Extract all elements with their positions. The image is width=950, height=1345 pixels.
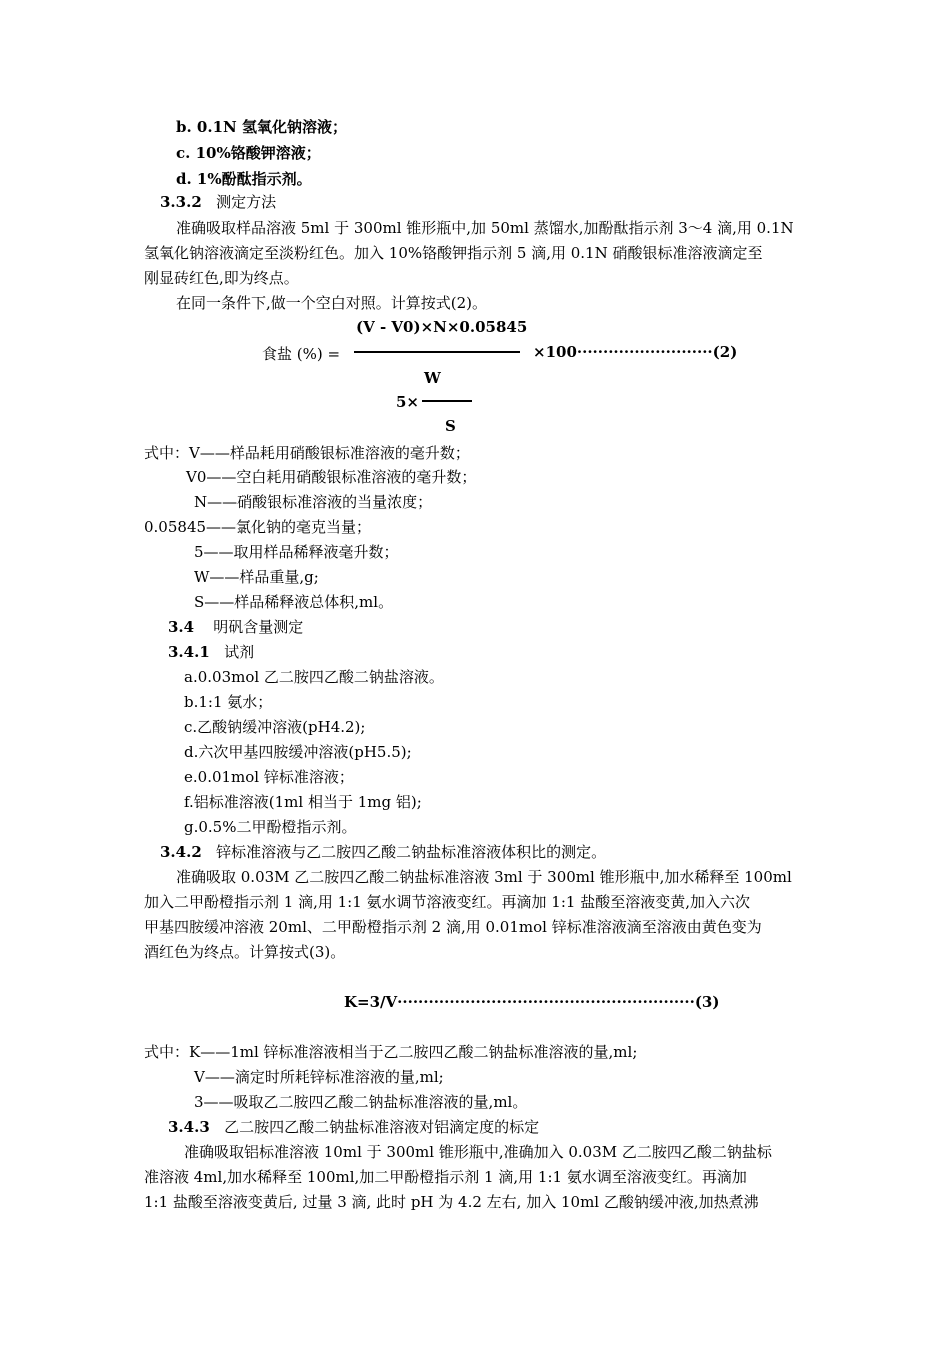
section-heading-3-4-3 xyxy=(168,1117,539,1137)
section-heading-3-3-2 xyxy=(160,192,276,212)
definition-line: V0——空白耗用硝酸银标准溶液的毫升数； xyxy=(186,468,477,486)
reagent-item: d. 1%酚酞指示剂。 xyxy=(176,170,312,188)
formula-2-numerator: (V - V0)×N×0.05845 xyxy=(356,318,528,336)
reagent-item: b. 0.1N 氢氧化钠溶液； xyxy=(176,118,347,136)
formula-2-rhs: ×100··························(2) xyxy=(533,343,738,361)
formula-2-inner-numerator: W xyxy=(424,369,441,387)
reagent-item: b.1:1 氨水； xyxy=(184,693,273,711)
section-heading-3-4 xyxy=(168,617,303,637)
section-number: 3.4.3 xyxy=(168,1118,210,1136)
formula-2-inner-denominator: S xyxy=(445,417,456,435)
fraction-bar xyxy=(354,351,520,353)
reagent-item: f.铝标准溶液(1ml 相当于 1mg 铝); xyxy=(184,793,422,811)
section-title: 乙二胺四乙酸二钠盐标准溶液对铝滴定度的标定 xyxy=(224,1118,540,1136)
definition-line: 5——取用样品稀释液毫升数； xyxy=(194,543,399,561)
fraction-bar xyxy=(422,400,472,402)
section-heading-3-4-1 xyxy=(168,642,254,662)
paragraph-line: 在同一条件下,做一个空白对照。计算按式(2)。 xyxy=(176,294,488,312)
paragraph-line: 氢氧化钠溶液滴定至淡粉红色。加入 10%铬酸钾指示剂 5 滴,用 0.1N 硝酸银标准溶液滴定至 xyxy=(144,244,763,262)
definition-line: W——样品重量,g; xyxy=(194,568,319,586)
formula-2-five: 5× xyxy=(396,393,420,411)
paragraph-line: 加入二甲酚橙指示剂 1 滴,用 1:1 氨水调节溶液变红。再滴加 1:1 盐酸至溶液变黄,加入六次 xyxy=(144,893,750,911)
reagent-item: g.0.5%二甲酚橙指示剂。 xyxy=(184,818,357,836)
definition-line: N——硝酸银标准溶液的当量浓度； xyxy=(194,493,433,511)
paragraph-line: 甲基四胺缓冲溶液 20ml、二甲酚橙指示剂 2 滴,用 0.01mol 锌标准溶液滴至溶液由黄色变为 xyxy=(144,918,762,936)
paragraph-line: 准溶液 4ml,加水稀释至 100ml,加二甲酚橙指示剂 1 滴,用 1:1 氨水调至溶液变红。再滴加 xyxy=(144,1168,747,1186)
paragraph-line: 准确吸取铝标准溶液 10ml 于 300ml 锥形瓶中,准确加入 0.03M 乙二胺四乙酸二钠盐标 xyxy=(184,1143,772,1161)
paragraph-line: 1:1 盐酸至溶液变黄后, 过量 3 滴, 此时 pH 为 4.2 左右, 加入 10ml 乙酸钠缓冲液,加热煮沸 xyxy=(144,1193,759,1211)
section-title: 测定方法 xyxy=(216,193,277,211)
definition-line: 式中：V——样品耗用硝酸银标准溶液的毫升数； xyxy=(144,444,470,462)
section-title: 试剂 xyxy=(224,643,255,661)
formula-3: K=3/V·························································(3) xyxy=(344,993,720,1011)
section-number: 3.4.1 xyxy=(168,643,210,661)
paragraph-line: 酒红色为终点。计算按式(3)。 xyxy=(144,943,346,961)
section-number: 3.4 xyxy=(168,618,195,636)
paragraph-line: 刚显砖红色,即为终点。 xyxy=(144,269,299,287)
formula-2-lhs: 食盐 (%) = xyxy=(262,345,341,363)
section-heading-3-4-2 xyxy=(160,842,606,862)
section-number: 3.3.2 xyxy=(160,193,202,211)
reagent-item: c. 10%铬酸钾溶液； xyxy=(176,144,321,162)
definition-line: 0.05845——氯化钠的毫克当量； xyxy=(144,518,372,536)
paragraph-line: 准确吸取 0.03M 乙二胺四乙酸二钠盐标准溶液 3ml 于 300ml 锥形瓶中,加水稀释至 100ml xyxy=(176,868,792,886)
section-number: 3.4.2 xyxy=(160,843,202,861)
definition-line: V——滴定时所耗锌标准溶液的量,ml; xyxy=(194,1068,444,1086)
definition-line: 3——吸取乙二胺四乙酸二钠盐标准溶液的量,ml。 xyxy=(194,1093,528,1111)
definition-line: 式中：K——1ml 锌标准溶液相当于乙二胺四乙酸二钠盐标准溶液的量,ml; xyxy=(144,1043,638,1061)
paragraph-line: 准确吸取样品溶液 5ml 于 300ml 锥形瓶中,加 50ml 蒸馏水,加酚酞指示剂 3～4 滴,用 0.1N xyxy=(176,219,794,237)
section-title: 锌标准溶液与乙二胺四乙酸二钠盐标准溶液体积比的测定。 xyxy=(216,843,607,861)
section-title: 明矾含量测定 xyxy=(213,618,304,636)
reagent-item: a.0.03mol 乙二胺四乙酸二钠盐溶液。 xyxy=(184,668,444,686)
reagent-item: c.乙酸钠缓冲溶液(pH4.2); xyxy=(184,718,366,736)
definition-line: S——样品稀释液总体积,ml。 xyxy=(194,593,394,611)
reagent-item: e.0.01mol 锌标准溶液； xyxy=(184,768,354,786)
reagent-item: d.六次甲基四胺缓冲溶液(pH5.5); xyxy=(184,743,412,761)
